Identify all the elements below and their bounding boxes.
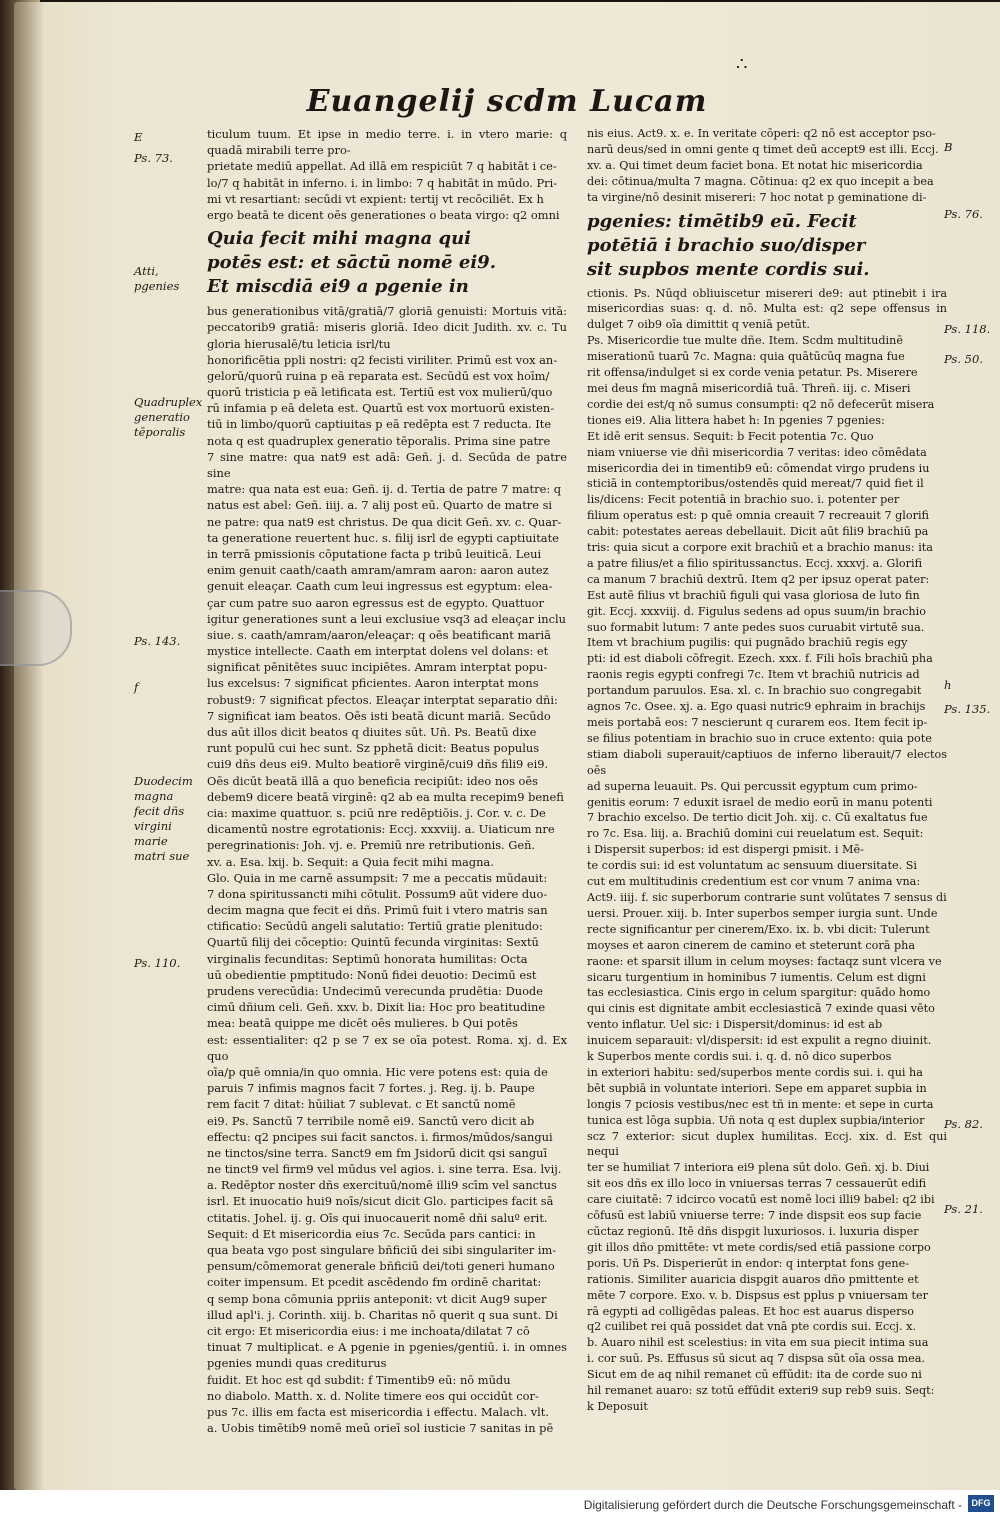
text-line: q2 cuilibet rei quā possidet dat vnā pte cordis sui. Eccj. x. (587, 1320, 916, 1334)
text-line: Et idē erit sensus. Sequit: b Fecit potentia 7c. Quo (587, 429, 874, 443)
text-line: suo formabit lutum: 7 ante pedes suos curuabit virtutē sua. (587, 620, 925, 634)
text-line: dei: cōtinua/multa 7 magna. Cōtinua: q2 ex quo incepit a bea (587, 174, 934, 188)
text-line: rit offensa/indulget si ex corde venia petatur. Ps. Miserere (587, 366, 918, 380)
lemma-line: Et miscdiā ei9 a pgenie in (207, 276, 469, 298)
book-page (14, 2, 1000, 1490)
page-ornament: ∴ (736, 54, 748, 75)
margin-note: Ps. 73. (134, 151, 173, 165)
lemma-line: potēs est: et sāctū nomē ei9. (207, 252, 496, 274)
text-line: no diabolo. Matth. x. d. Nolite timere eos qui occidūt cor- (207, 1388, 539, 1403)
text-line: git. Eccj. xxxviij. d. Figulus sedens ad opus suum/in brachio (587, 604, 926, 618)
text-line: nis eius. Act9. x. e. In veritate cōperi: q2 nō est acceptor pso- (587, 127, 936, 140)
text-line: ctificatio: Secūdū angeli salutatio: Tertiū gratie plenitudo: (207, 919, 543, 934)
margin-note: Duodecim magna fecit dñs virgini marie matri sue (134, 774, 193, 863)
text-line: ctionis. Ps. Nūqd obliuiscetur misereri de9: aut ptinebit i ira misericordias suas: q. d. nō. Multa est: q2 sepe offensus in dulget 7 oib9 oīa dimittit q veniā petūt. (587, 286, 947, 332)
text-line: lo/7 q habitāt in inferno. i. in limbo: 7 q habitāt in mūdo. Pri- (207, 175, 558, 190)
margin-note: Atti, pgenies (134, 264, 180, 293)
lemma-line: Quia fecit mihi magna qui (207, 228, 472, 250)
text-line: in exteriori habitu: sed/superbos mente cordis sui. i. qui ha (587, 1065, 923, 1079)
text-column-right (587, 126, 947, 1415)
lemma-line: sit supbos mente cordis sui. (587, 258, 870, 280)
text-line: qui cinis est dignitate ambit ecclesiasticā 7 exinde quasi vēto (587, 1002, 935, 1016)
text-line: significat pēnitētes suuc incipiētes. Amram interptat popu- (207, 660, 548, 675)
page-gutter-shadow (14, 2, 44, 1490)
text-line: ter se humiliat 7 interiora ei9 plena sūt dolo. Geñ. xj. b. Diui (587, 1161, 930, 1175)
text-line: filium operatus est: p quē omnia creauit 7 recreauit 7 glorifi (587, 509, 929, 523)
text-line: moyses et aaron cinerem de camino et steterunt corā pha (587, 938, 916, 952)
funding-notice: Digitalisierung gefördert durch die Deutsche Forschungsgemeinschaft - (583, 1498, 962, 1512)
margin-note: Ps. 82. (944, 1117, 983, 1131)
text-line: recte significantur per cinerem/Exo. ix. b. vbi dicit: Tulerunt (587, 922, 930, 936)
text-line: b. Auaro nihil est scelestius: in vita em sua piecit intima sua (587, 1336, 929, 1350)
text-line: nota q est quadruplex generatio tēporalis. Prima sine patre (207, 433, 551, 448)
text-line: 7 brachio excelso. De tertio dicit Joh. xij. c. Cū exaltatus fue (587, 811, 928, 825)
dfg-logo: DFG (968, 1495, 994, 1512)
text-line: est: essentialiter: q2 p se 7 ex se oīa potest. Roma. xj. d. Ex quo (207, 1032, 567, 1063)
text-line: tas ecclesiastica. Cinis ergo in celum spargitur: quādo homo (587, 986, 931, 1000)
text-line: ergo beatā te dicent oēs generationes o beata virgo: q2 omni (207, 207, 560, 222)
text-line: rā egypti ad colligēdas paleas. Et hoc est auarus disperso (587, 1304, 914, 1318)
text-line: scz 7 exterior: sicut duplex humilitas. Eccj. xix. d. Est qui nequi (587, 1129, 947, 1159)
text-line: mei deus fm magnā misericordiā tuā. Threñ. iij. c. Miseri (587, 381, 911, 395)
margin-note: h (944, 678, 952, 692)
text-line: ta generatione reuertent huc. s. filij isrl de egypti captiuitate (207, 530, 559, 545)
text-line: effectu: q2 pncipes sui facit sanctos. i. firmos/mūdos/sangui (207, 1129, 553, 1144)
text-line: dus aūt illos dicit beatos q diuites sūt. Uñ. Ps. Beatū dixe (207, 725, 537, 739)
text-line: ta virgine/nō desinit misereri: 7 hoc notat p geminatione di- (587, 190, 927, 204)
margin-note: Ps. 135. (944, 702, 991, 716)
margin-note: Ps. 110. (134, 956, 181, 970)
text-line: meis portabā eos: 7 nescierunt q curarem eos. Item fecit ip- (587, 716, 928, 729)
text-line: mystice intellecte. Caath em interptat dolens vel dolans: et (207, 644, 549, 659)
text-line: natus est abel: Geñ. iiij. a. 7 alij post eū. Quarto de matre si (207, 498, 553, 513)
text-line: in terrā pmissionis cōputatione facta p tribū leuiticā. Leui (207, 546, 542, 561)
paper-clip-shadow (0, 590, 72, 666)
text-line: Ps. Misericordie tue multe dñe. Item. Scdm multitudinē (587, 334, 903, 348)
text-line: narū deus/sed in omni gente q timet deū accept9 est illi. Eccj. (587, 142, 939, 156)
text-line: se filius potentiam in brachio suo in cruce extento: quia pote (587, 731, 932, 745)
text-line: portandum paruulos. Esa. xl. c. In brachio suo congregabit (587, 684, 922, 698)
text-line: k Superbos mente cordis sui. i. q. d. nō dico superbos (587, 1050, 892, 1064)
text-column-left (207, 126, 567, 1436)
text-line: cōfusū est labiū vniuerse terre: 7 inde dispsit eos sup facie (587, 1209, 922, 1223)
text-line: genuit eleaçar. Caath cum leui ingressus est egyptum: elea- (207, 579, 553, 594)
text-line: hil remanet auaro: sz totū effūdit exteri9 sup reb9 suis. Seqt: (587, 1384, 935, 1398)
text-line: Sequit: d Et misericordia eius 7c. Secūda pars cantici: in (207, 1226, 536, 1241)
text-line: çar cum patre suo aaron egressus est de egypto. Quattuor (207, 595, 544, 610)
text-line: honorificētia ppli nostri: q2 fecisti viriliter. Primū est vox an- (207, 352, 558, 367)
text-line: cabit: potestates aereas debellauit. Dicit aūt fili9 brachiū pa (587, 525, 929, 539)
text-line: tunica est lōga supbia. Uñ nota q est duplex supbia/interior (587, 1113, 925, 1127)
text-line: coiter impensum. Et pcedit ascēdendo fm ordinē charitat: (207, 1275, 542, 1290)
text-line: xv. a. Qui timet deum faciet bona. Et notat hic misericordia (587, 158, 923, 172)
text-line: Oēs dicūt beatā illā a quo beneficia recipiūt: ideo nos oēs (207, 773, 538, 788)
text-line: dicamentū nostre egrotationis: Eccj. xxxviij. a. Uiaticum nre (207, 822, 555, 837)
text-line: a. Uobis timētib9 nomē meū orieī sol iusticie 7 sanitas in pē (207, 1421, 554, 1436)
text-line: ne tinct9 vel firm9 vel mūdus vel agios. i. sine terra. Esa. lvij. (207, 1162, 562, 1177)
text-line: matre: qua nata est eua: Geñ. ij. d. Tertia de patre 7 matre: q (207, 482, 562, 497)
text-line: pus 7c. illis em facta est misericordia i effectu. Malach. vlt. (207, 1404, 549, 1419)
text-line: Glo. Quia in me carnē assumpsit: 7 me a peccatis mūdauit: (207, 870, 548, 885)
text-line: rū infamia p eā deleta est. Quartū est vox mortuorū existen- (207, 401, 555, 416)
text-line: ticulum tuum. Et ipse in medio terre. i. in vtero marie: q quadā mirabili terre pro- (207, 127, 567, 158)
margin-note: Ps. 118. (944, 322, 991, 336)
text-line: tiones ei9. Alia littera habet h: In pgenies 7 pgenies: (587, 413, 885, 427)
text-line: bēt supbiā in voluntate interiori. Sepe em apparet supbia in (587, 1081, 927, 1095)
text-line: 7 dona spiritussancti mihi cōtulit. Possum9 aūt videre duo- (207, 886, 548, 901)
lemma-block (587, 210, 947, 282)
text-line: ne patre: qua nat9 est christus. De qua dicit Geñ. xv. c. Quar- (207, 514, 562, 529)
text-line: cūctaz regionū. Itē dñs dispgit luxuriosos. i. luxuria disper (587, 1225, 919, 1238)
text-line: stiam diaboli superauit/captiuos de inferno liberauit/7 electos oēs (587, 747, 947, 777)
text-line: Quartū filij dei cōceptio: Quintū fecunda virginitas: Sextū (207, 935, 539, 950)
text-line: sit eos dñs ex illo loco in vniuersas terras 7 cessauerūt edifi (587, 1177, 927, 1191)
text-line: tinuat 7 multiplicat. e A pgenie in pgenies/gentiū. i. in omnes pgenies mundi quas crediturus (207, 1340, 567, 1371)
text-line: mēte 7 corpore. Exo. v. b. Dispsus est pplus p vniuersam ter (587, 1288, 928, 1302)
lemma-block (207, 227, 567, 299)
text-line: cui9 dñs deus ei9. Multo beatiorē virginē/cui9 dñs fili9 ei9. (207, 757, 549, 772)
text-line: ro 7c. Esa. liij. a. Brachiū domini cui reuelatum est. Sequit: (587, 827, 924, 841)
text-line: ca manum 7 brachiū dextrū. Item q2 per ipsuz operat pater: (587, 572, 930, 586)
running-head: Euangelij scdm Lucam (306, 84, 708, 119)
text-line: k Deposuit (587, 1399, 648, 1413)
text-line: debem9 dicere beatā virginē: q2 ab ea multa recepim9 benefi (207, 789, 564, 804)
text-line: peregrinationis: Joh. vj. e. Premiū nre retributionis. Geñ. (207, 838, 536, 853)
text-line: pti: id est diaboli cōfregit. Ezech. xxx. f. Fili hoīs brachiū pha (587, 652, 933, 666)
text-line: git illos dño pmittēte: vt mete cordis/sed etiā passione corpo (587, 1240, 931, 1254)
text-line: xv. a. Esa. lxij. b. Sequit: a Quia fecit mihi magna. (207, 854, 494, 869)
margin-note: Ps. 76. (944, 207, 983, 221)
lemma-line: potētiā i brachio suo/disper (587, 234, 866, 256)
text-line: tris: quia sicut a corpore exit brachiū et a brachio manus: ita (587, 541, 933, 555)
text-line: prietate mediū appellat. Ad illā em respiciūt 7 q habitāt i ce- (207, 159, 557, 174)
text-line: niam vniuerse vie dñi misericordia 7 veritas: ideo cōmēdata (587, 445, 927, 459)
text-line: igitur generationes sunt a leui exclusiue vsq3 ad eleaçar inclu (207, 611, 566, 626)
text-line: ad superna leuauit. Ps. Qui percussit egyptum cum primo- (587, 779, 918, 793)
text-line: longis 7 pciosis vestibus/nec est tñ in mente: et sepe in curta (587, 1097, 934, 1111)
text-line: Sicut em de aq nihil remanet cū effūdit: ita de corde suo ni (587, 1368, 922, 1382)
text-line: virginalis fecunditas: Septimū honorata humilitas: Octa (207, 951, 528, 966)
text-line: q semp bona cōmunia ppriis anteponit: vt dicit Aug9 super (207, 1291, 547, 1306)
text-line: gelorū/quorū ruina p eā reparata est. Secūdū est vox hoīm/ (207, 368, 550, 383)
text-line: ei9. Ps. Sanctū 7 terribile nomē ei9. Sanctū vero dicit ab (207, 1113, 535, 1128)
text-line: cia: maxime quattuor. s. pciū nre redēptiōis. j. Cor. v. c. De (207, 805, 546, 820)
text-line: rem facit 7 ditat: hūiliat 7 sublevat. c Et sanctū nomē (207, 1097, 516, 1112)
text-line: mi vt resartiant: secūdi vt expient: tertij vt recōciliēt. Ex h (207, 191, 544, 206)
text-line: i. cor suū. Ps. Effusus sū sicut aq 7 dispsa sūt oīa ossa mea. (587, 1352, 925, 1366)
text-line: vento inflatur. Uel sic: i Dispersit/dominus: id est ab (587, 1018, 883, 1032)
text-line: poris. Uñ Ps. Disperierūt in endor: q interptat fons gene- (587, 1256, 910, 1270)
text-line: isrl. Et inuocatio hui9 noīs/sicut dicit Glo. participes facit sā (207, 1194, 554, 1209)
footer-bar (0, 1490, 1000, 1521)
text-line: pensum/cōmemorat generale bñficiū dei/toti generi humano (207, 1259, 555, 1274)
text-line: raone: et sparsit illum in celum moyses: factaqz sunt vlcera ve (587, 954, 942, 968)
text-line: a. Redēptor noster dñs exercituū/nomē illi9 scīm vel sanctus (207, 1178, 557, 1193)
text-line: tiū in limbo/quorū captiuitas p eā redēpta est 7 reducta. Ite (207, 417, 552, 432)
margin-note: B (944, 140, 953, 154)
text-line: enim genuit caath/caath amram/amram aaron: aaron autez (207, 563, 549, 578)
text-line: rationis. Similiter auaricia dispgit auaros dño pmittente et (587, 1272, 919, 1286)
text-line: bus generationibus vitā/gratiā/7 gloriā genuisti: Mortuis vitā: peccatorib9 gratiā: miseris gloriā. Ideo dicit Judith. xv. c. Tu gloria hierusalē/tu leticia isrl/tu (207, 304, 567, 351)
text-line: Act9. iiij. f. sic superborum contrarie sunt volūtates 7 sensus di (587, 890, 947, 904)
text-line: oīa/p quē omnia/in quo omnia. Hic vere potens est: quia de (207, 1064, 548, 1079)
text-line: ne tinctos/sine terra. Sanct9 em fm Jsidorū dicit qsi sanguī (207, 1145, 548, 1160)
text-line: 7 significat iam beatos. Oēs isti beatā dicunt mariā. Secūdo (207, 708, 551, 723)
text-line: paruis 7 infimis magnos facit 7 fortes. j. Reg. ij. b. Paupe (207, 1081, 535, 1096)
text-line: cut em multitudinis credentium est cor vnum 7 anima vna: (587, 875, 921, 889)
text-line: misericordia dei in timentib9 eū: cōmendat virgo prudens iu (587, 461, 930, 475)
text-line: illud apl'i. j. Corinth. xiij. b. Charitas nō querit q sua sunt. Di (207, 1307, 558, 1322)
lemma-line: pgenies: timētib9 eū. Fecit (587, 210, 857, 232)
text-line: siue. s. caath/amram/aaron/eleaçar: q oēs beatificant mariā (207, 627, 551, 642)
text-line: quorū tristicia p eā letificata est. Tertiū est vox mulierū/quo (207, 385, 553, 400)
text-line: ctitatis. Johel. ij. g. Oīs qui inuocauerit nomē dñi saluº erit. (207, 1210, 548, 1225)
text-line: raonis regis egypti confregi 7c. Item vt brachiū nutricis ad (587, 668, 920, 682)
text-line: runt populū cui hec sunt. Sz pphetā dicit: Beatus populus (207, 741, 540, 756)
text-line: i Dispersit superbos: id est dispergi pmisit. i Mē- (587, 843, 864, 857)
text-line: qua beata vgo post singulare bñficiū dei sibi singulariter im- (207, 1243, 557, 1257)
text-line: cimū dñium celi. Geñ. xxv. b. Dixit lia: Hoc pro beatitudine (207, 1000, 546, 1015)
text-line: lis/dicens: Fecit potentiā in brachio suo. i. potenter per (587, 493, 900, 507)
text-line: genitis eorum: 7 eduxit israel de medio eorū in manu potenti (587, 795, 933, 809)
text-line: cordie dei est/q nō sumus consumpti: q2 nō defecerūt misera (587, 397, 935, 411)
text-line: decim magna que fecit ei dñs. Primū fuit i vtero matris san (207, 903, 548, 918)
text-line: uersi. Prouer. xiij. b. Inter superbos semper iurgia sunt. Unde (587, 906, 938, 920)
text-line: a patre filius/et a filio spiritussanctus. Eccj. xxxvj. a. Glorifi (587, 556, 923, 570)
text-line: robust9: 7 significat pfectos. Eleaçar interptat separatio dñi: (207, 692, 558, 707)
text-line: care ciuitatē: 7 idcirco vocatū est nomē loci illi9 babel: q2 ibi (587, 1193, 935, 1207)
margin-note: f (134, 680, 139, 694)
text-line: te cordis sui: id est voluntatum ac sensuum diuersitate. Si (587, 859, 917, 873)
margin-note: Quadruplex generatio tēporalis (134, 395, 203, 439)
text-line: sicaru turgentium in hominibus 7 iumentis. Celum est digni (587, 970, 926, 984)
margin-note: E (134, 130, 143, 144)
text-line: Est autē filius vt brachiū figuli qui vasa gloriosa de luto fin (587, 588, 920, 602)
text-line: prudens verecūdia: Undecimū verecunda prudētia: Duode (207, 984, 543, 998)
margin-note: Ps. 50. (944, 352, 983, 366)
text-line: 7 sine matre: qua nat9 est adā: Geñ. j. d. Secūda de patre sine (207, 449, 567, 480)
margin-note: Ps. 143. (134, 634, 181, 648)
text-line: mea: beatā quippe me dicēt oēs mulieres. b Qui potēs (207, 1016, 518, 1031)
margin-note: Ps. 21. (944, 1202, 983, 1216)
text-line: sticiā in contemptoribus/ostendēs quid mereat/7 quid fiet il (587, 477, 924, 491)
text-line: uū obedientie pmptitudo: Nonū fidei deuotio: Decimū est (207, 967, 537, 982)
text-line: cit ergo: Et misericordia eius: i me inchoata/dilatat 7 cō (207, 1323, 530, 1338)
text-line: miserationū tuarū 7c. Magna: quia quātūcūq magna fue (587, 350, 905, 364)
text-line: Item vt brachium pugilis: qui pugnādo brachiū regis egy (587, 636, 908, 650)
text-line: agnos 7c. Osee. xj. a. Ego quasi nutric9 ephraim in brachijs (587, 700, 926, 714)
text-line: lus excelsus: 7 significat pficientes. Aaron interptat mons (207, 676, 539, 691)
text-line: fuidit. Et hoc est qd subdit: f Timentib9 eū: nō mūdu (207, 1372, 511, 1387)
text-line: inuicem separauit: vl/dispersit: id est expulit a regno diuinit. (587, 1034, 932, 1048)
